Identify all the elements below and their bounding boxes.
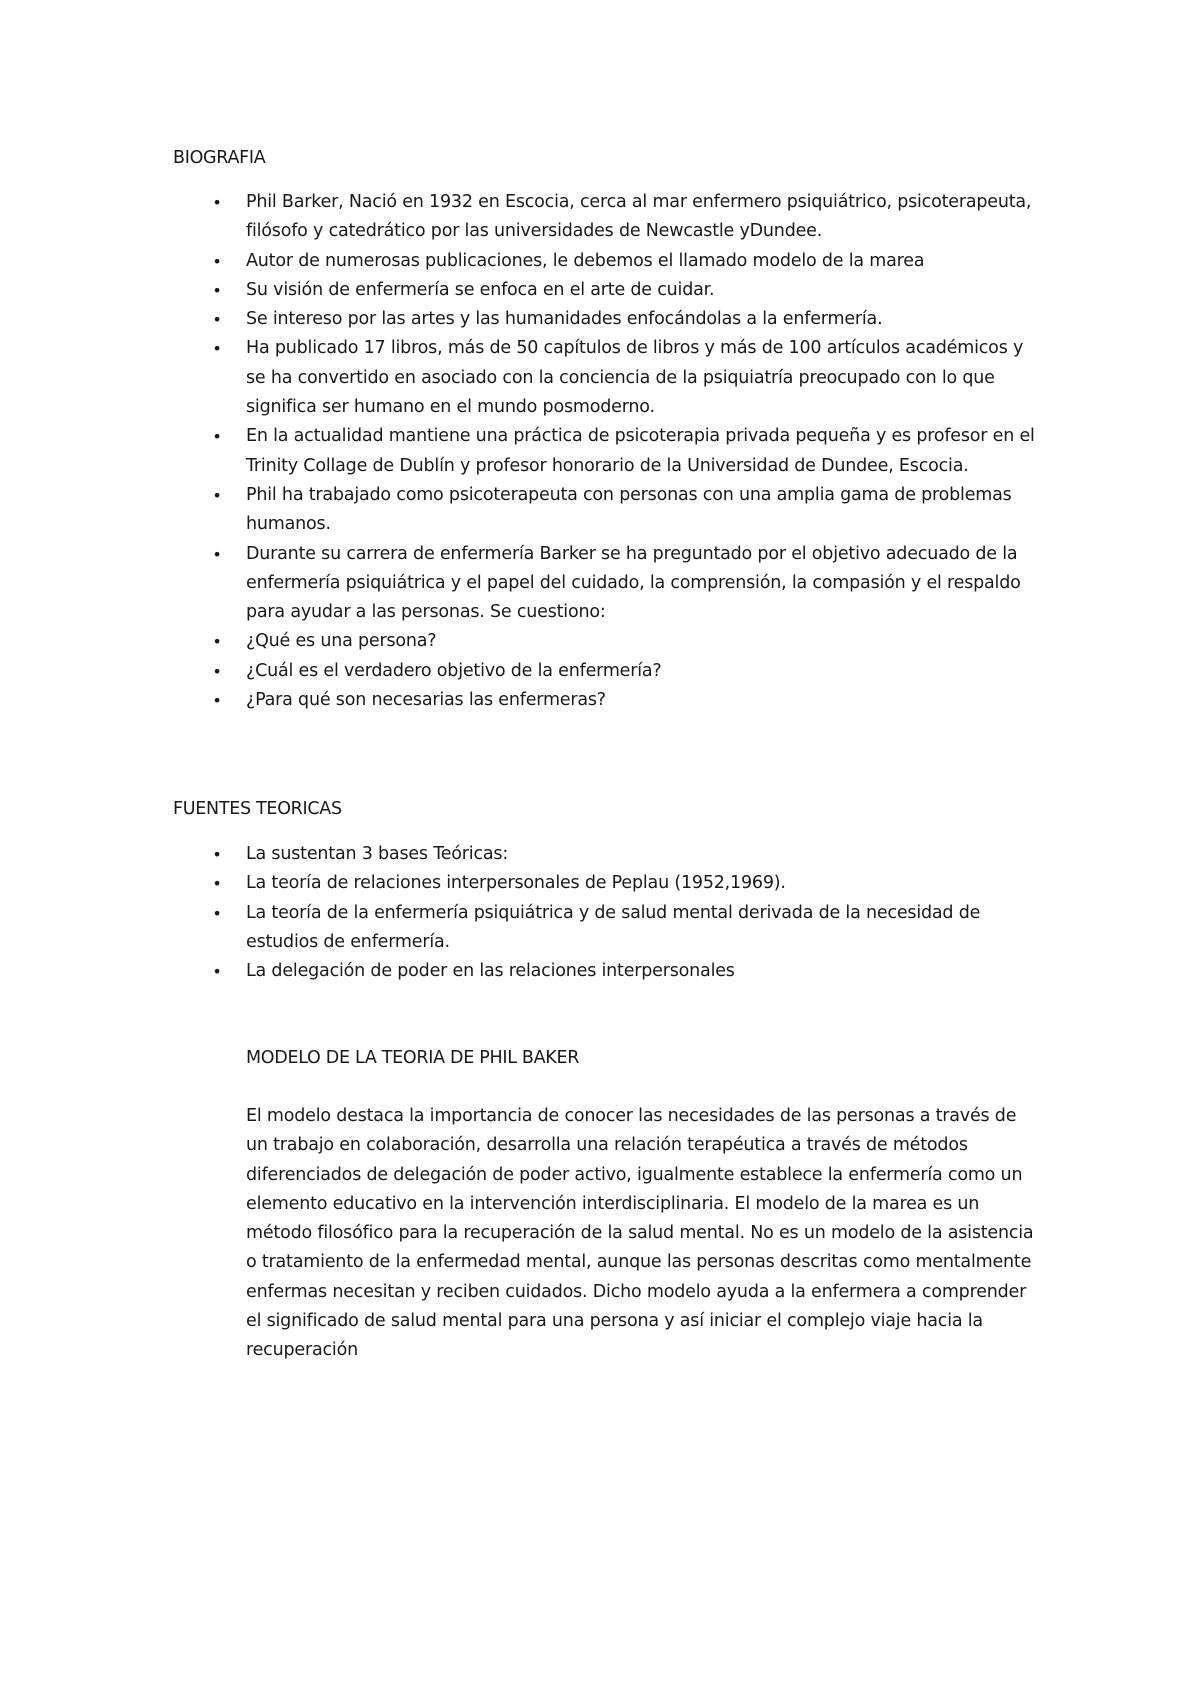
list-item-text: Se intereso por las artes y las humanidades enfocándolas a la enfermería. — [246, 309, 883, 330]
list-item — [0, 686, 1046, 715]
list-item — [0, 899, 1046, 958]
list-item-text: ¿Qué es una persona? — [246, 631, 437, 652]
bullet-icon: • — [212, 193, 222, 212]
bullet-icon: • — [212, 485, 222, 505]
fuentes-list — [0, 840, 1200, 986]
bullet-icon: • — [212, 874, 222, 894]
list-item-text: Phil Barker, Nació en 1932 en Escocia, cerca al mar enfermero psiquiátrico, psicoterapeuta, filósofo y catedrático por las universidades de Newcastle yDundee. — [246, 192, 1032, 242]
list-item — [0, 334, 1046, 422]
bullet-icon: • — [212, 280, 222, 300]
list-item-text: Su visión de enfermería se enfoca en el arte de cuidar. — [246, 279, 715, 300]
list-item-text: Phil ha trabajado como psicoterapeuta con personas con una amplia gama de problemas humanos. — [246, 484, 1012, 535]
list-item-text: La teoría de relaciones interpersonales de Peplau (1952,1969). — [246, 873, 786, 894]
list-item-text: Ha publicado 17 libros, más de 50 capítulos de libros y más de 100 artículos académicos y se ha convertido en asociado con la conciencia de la psiquiatría preocupado con lo que significa ser humano en el mundo posmoderno. — [246, 338, 1024, 418]
bullet-icon: • — [212, 544, 222, 564]
bullet-icon: • — [212, 661, 222, 681]
list-item-text: ¿Cuál es el verdadero objetivo de la enfermería? — [246, 660, 662, 681]
list-item — [0, 276, 1046, 305]
modelo-heading: MODELO DE LA TEORIA DE PHIL BAKER — [246, 1048, 580, 1068]
list-item — [0, 840, 1046, 869]
bullet-icon: • — [212, 845, 222, 864]
bullet-icon: • — [212, 962, 222, 982]
list-item-text: La sustentan 3 bases Teóricas: — [246, 844, 509, 864]
list-item — [0, 657, 1046, 686]
bullet-icon: • — [212, 310, 222, 330]
list-item — [0, 869, 1046, 898]
list-item — [0, 305, 1046, 334]
bullet-icon: • — [212, 251, 222, 271]
biografia-heading: BIOGRAFIA — [173, 148, 266, 168]
modelo-paragraph: El modelo destaca la importancia de conocer las necesidades de las personas a través de un trabajo en colaboración, desarrolla una relación terapéutica a través de métodos diferenciados de delegación de poder activo, igualmente establece la enfermería como un elemento educativo en la intervención interdisciplinaria. El modelo de la marea es un método filosófico para la recuperación de la salud mental. No es un modelo de la asistencia o tratamiento de la enfermedad mental, aunque las personas descritas como mentalmente enfermas necesitan y reciben cuidados. Dicho modelo ayuda a la enfermera a comprender el significado de salud mental para una persona y así iniciar el complejo viaje hacia la recuperación — [246, 1106, 1034, 1361]
list-item-text: Durante su carrera de enfermería Barker se ha preguntado por el objetivo adecuado de la enfermería psiquiátrica y el papel del cuidado, la comprensión, la compasión y el respaldo para ayudar a las personas. Se cuestiono: — [246, 543, 1021, 623]
biografia-list — [0, 188, 1200, 715]
bullet-icon: • — [212, 903, 222, 923]
list-item-text: ¿Para qué son necesarias las enfermeras? — [246, 690, 606, 711]
bullet-icon: • — [212, 427, 222, 447]
bullet-icon: • — [212, 632, 222, 652]
list-item-text: Autor de numerosas publicaciones, le debemos el llamado modelo de la marea — [246, 250, 925, 271]
list-item-text: La teoría de la enfermería psiquiátrica y de salud mental derivada de la necesidad de estudios de enfermería. — [246, 902, 981, 952]
list-item-text: En la actualidad mantiene una práctica de psicoterapia privada pequeña y es profesor en el Trinity Collage de Dublín y profesor honorario de la Universidad de Dundee, Escocia. — [246, 426, 1035, 476]
list-item-text: La delegación de poder en las relaciones interpersonales — [246, 961, 735, 982]
list-item — [0, 247, 1046, 276]
list-item — [0, 957, 1046, 986]
list-item — [0, 422, 1046, 481]
bullet-icon: • — [212, 691, 222, 711]
list-item — [0, 540, 1046, 628]
bullet-icon: • — [212, 339, 222, 359]
list-item — [0, 188, 1046, 247]
fuentes-heading: FUENTES TEORICAS — [173, 799, 342, 819]
list-item — [0, 627, 1046, 656]
list-item — [0, 481, 1046, 540]
